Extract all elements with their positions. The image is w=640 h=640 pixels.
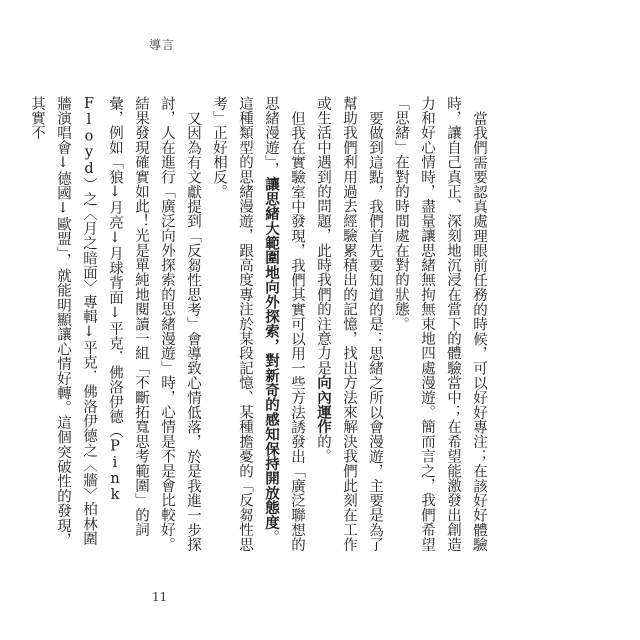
paragraph-p4 xyxy=(24,96,206,556)
vertical-body-text xyxy=(29,96,492,556)
page-number: 11 xyxy=(152,590,168,604)
paragraph-p3 xyxy=(206,96,310,556)
bold-phrase: 向內運作 xyxy=(315,375,332,435)
text-segment: 當我們需要認真處理眼前任務的時候，可以好好專注；在該好好體驗時，讓自己真正、深刻地沉浸在當下的體驗當中；在希望能激發出創造力和好心情時，盡量讓思緒無拘無束地四處漫遊。簡而言之，我們希望「思緒」在對的時間處在對的狀態。 xyxy=(393,96,487,552)
bold-phrase: 讓思緒大範圍地向外探索，對新奇的感知保持開放態度 xyxy=(263,176,280,530)
text-segment: 要做到這點，我們首先要知道的是：思緒之所以會漫遊，主要是為了幫助我們利用過去經驗累積出的記憶，找出方法來解決我們此刻在工作或生活中遇到的問題，此時我們的注意力是 xyxy=(315,96,383,552)
text-segment: 又因為有文獻提到「反芻性思考」會導致心情低落，於是我進一步探討，人在進行「廣泛向外探索的思緒漫遊」時，心情是不是會比較好。結果發現確實如此！光是單純地閱讀一組「不斷拓寬思考範圍」的詞彙，例如「狼↓月亮↓月球背面↓平克．佛洛伊德（Pink Floyd）之〈月之暗面〉專輯↓平克．佛洛伊德之〈牆〉柏林圍牆演唱會↓德國↓歐盟」，就能明顯讓心情好轉。這個突破性的發現，其實不 xyxy=(29,96,201,552)
text-segment: 。這種類型的思緒漫遊，跟高度專注於某段記憶、某種擔憂的「反芻性思考」正好相反。 xyxy=(211,96,279,552)
running-header: 導言 xyxy=(149,38,176,52)
text-segment: 但我在實驗室中發現，我們其實可以用一些方法誘發出「廣泛聯想的思緒漫遊」， xyxy=(263,96,305,552)
paragraph-p1 xyxy=(388,96,492,556)
text-segment: 的。 xyxy=(315,434,331,464)
paragraph-p2 xyxy=(310,96,388,556)
